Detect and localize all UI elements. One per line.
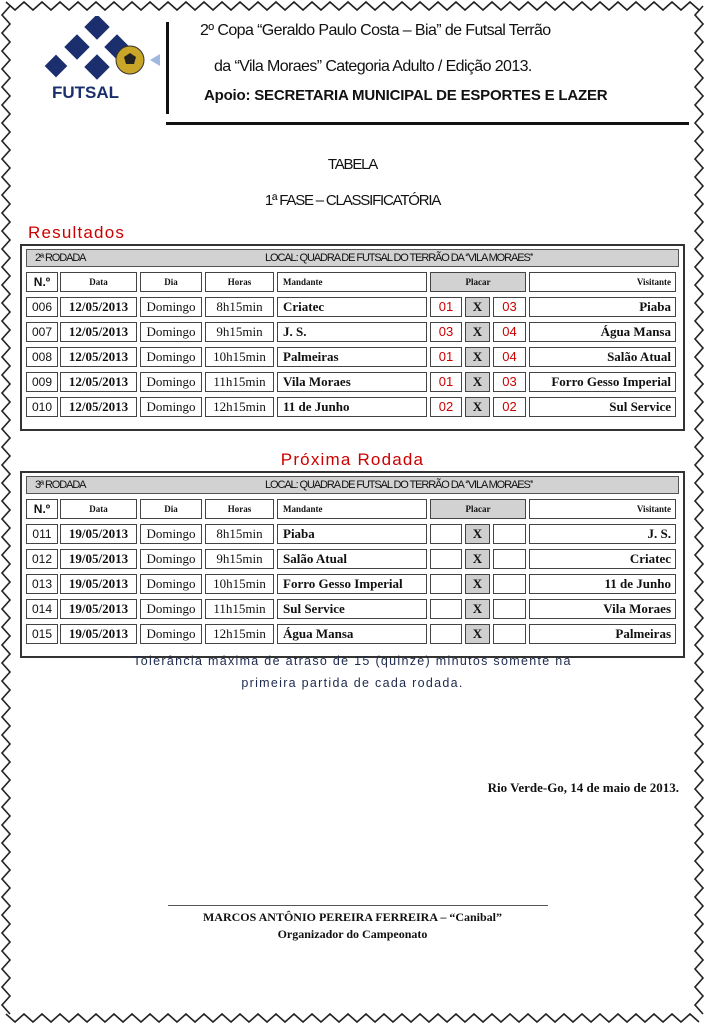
header-title-line2: da “Vila Moraes” Categoria Adulto / Edição 2013. — [214, 58, 532, 75]
match-date: 12/05/2013 — [60, 347, 137, 367]
score-separator: X — [465, 297, 490, 317]
col-header-visitante: Visitante — [529, 499, 676, 519]
home-score: 01 — [430, 372, 462, 392]
match-number: 012 — [26, 549, 58, 569]
tabela-title: TABELA — [327, 156, 378, 173]
col-header-data: Data — [60, 499, 137, 519]
match-date: 19/05/2013 — [60, 624, 137, 644]
venue-label: LOCAL: QUADRA DE FUTSAL DO TERRÃO DA ‘’VILA MORAES’’ — [265, 479, 533, 491]
away-score: 03 — [493, 372, 526, 392]
score-separator: X — [465, 574, 490, 594]
home-score — [430, 574, 462, 594]
away-team: Salão Atual — [529, 347, 676, 367]
home-team: Piaba — [277, 524, 427, 544]
match-date: 19/05/2013 — [60, 524, 137, 544]
away-team: Piaba — [529, 297, 676, 317]
match-number: 011 — [26, 524, 58, 544]
match-date: 12/05/2013 — [60, 297, 137, 317]
col-header-placar: Placar — [430, 272, 526, 292]
match-number: 006 — [26, 297, 58, 317]
proxima-rodada-table — [20, 471, 685, 658]
away-score — [493, 549, 526, 569]
match-weekday: Domingo — [140, 599, 202, 619]
match-date: 12/05/2013 — [60, 397, 137, 417]
col-header-visitante: Visitante — [529, 272, 676, 292]
match-time: 8h15min — [205, 297, 274, 317]
score-separator: X — [465, 624, 490, 644]
proxima-rodada-title: Próxima Rodada — [280, 450, 425, 469]
home-score: 03 — [430, 322, 462, 342]
header-support-line: Apoio: SECRETARIA MUNICIPAL DE ESPORTES E LAZER — [204, 87, 608, 104]
match-date: 12/05/2013 — [60, 372, 137, 392]
score-separator: X — [465, 524, 490, 544]
match-time: 10h15min — [205, 347, 274, 367]
home-team: Salão Atual — [277, 549, 427, 569]
match-time: 12h15min — [205, 624, 274, 644]
col-header-n: N.º — [26, 499, 58, 519]
home-score: 01 — [430, 347, 462, 367]
col-header-data: Data — [60, 272, 137, 292]
away-score: 04 — [493, 347, 526, 367]
date-place: Rio Verde-Go, 14 de maio de 2013. — [487, 780, 679, 795]
away-score — [493, 524, 526, 544]
match-number: 010 — [26, 397, 58, 417]
home-score — [430, 599, 462, 619]
round-bar — [26, 476, 679, 494]
col-header-horas: Horas — [205, 272, 274, 292]
home-team: Forro Gesso Imperial — [277, 574, 427, 594]
match-number: 015 — [26, 624, 58, 644]
away-score: 04 — [493, 322, 526, 342]
away-score — [493, 624, 526, 644]
col-header-dia: Dia — [140, 272, 202, 292]
col-header-horas: Horas — [205, 499, 274, 519]
tolerance-note-line1: Tolerância máxima de atraso de 15 (quinze) minutos somente na — [133, 654, 572, 668]
signature-name: MARCOS ANTÔNIO PEREIRA FERREIRA – “Canibal” — [202, 910, 503, 924]
match-number: 008 — [26, 347, 58, 367]
match-weekday: Domingo — [140, 624, 202, 644]
match-time: 9h15min — [205, 549, 274, 569]
home-team: Água Mansa — [277, 624, 427, 644]
home-score: 02 — [430, 397, 462, 417]
home-team: J. S. — [277, 322, 427, 342]
away-score — [493, 574, 526, 594]
match-weekday: Domingo — [140, 322, 202, 342]
match-weekday: Domingo — [140, 574, 202, 594]
round-bar — [26, 249, 679, 267]
score-separator: X — [465, 549, 490, 569]
home-team: Sul Service — [277, 599, 427, 619]
away-team: Forro Gesso Imperial — [529, 372, 676, 392]
venue-label: LOCAL: QUADRA DE FUTSAL DO TERRÃO DA ‘’VILA MORAES’’ — [265, 252, 533, 264]
tolerance-note-line2: primeira partida de cada rodada. — [241, 676, 464, 690]
home-score: 01 — [430, 297, 462, 317]
match-time: 10h15min — [205, 574, 274, 594]
match-number: 009 — [26, 372, 58, 392]
match-time: 9h15min — [205, 322, 274, 342]
home-score — [430, 549, 462, 569]
futsal-logo-icon — [42, 16, 162, 102]
match-time: 11h15min — [205, 599, 274, 619]
match-weekday: Domingo — [140, 397, 202, 417]
match-date: 19/05/2013 — [60, 549, 137, 569]
round-label: 2ª RODADA — [35, 252, 86, 264]
score-separator: X — [465, 372, 490, 392]
col-header-mandante: Mandante — [277, 272, 427, 292]
match-weekday: Domingo — [140, 372, 202, 392]
match-weekday: Domingo — [140, 524, 202, 544]
header-divider-vertical — [166, 22, 169, 114]
home-score — [430, 524, 462, 544]
away-score: 02 — [493, 397, 526, 417]
match-weekday: Domingo — [140, 297, 202, 317]
signature-role: Organizador do Campeonato — [277, 927, 428, 941]
fase-title: 1ª FASE – CLASSIFICATÓRIA — [264, 192, 441, 209]
home-team: Criatec — [277, 297, 427, 317]
away-team: Criatec — [529, 549, 676, 569]
page — [18, 16, 687, 1008]
match-time: 11h15min — [205, 372, 274, 392]
match-weekday: Domingo — [140, 347, 202, 367]
match-date: 12/05/2013 — [60, 322, 137, 342]
resultados-title: Resultados — [28, 223, 126, 242]
away-team: Sul Service — [529, 397, 676, 417]
col-header-dia: Dia — [140, 499, 202, 519]
match-date: 19/05/2013 — [60, 599, 137, 619]
score-separator: X — [465, 397, 490, 417]
home-score — [430, 624, 462, 644]
futsal-logo — [42, 16, 162, 102]
col-header-placar: Placar — [430, 499, 526, 519]
match-weekday: Domingo — [140, 549, 202, 569]
match-date: 19/05/2013 — [60, 574, 137, 594]
away-team: Palmeiras — [529, 624, 676, 644]
home-team: Palmeiras — [277, 347, 427, 367]
match-number: 007 — [26, 322, 58, 342]
match-number: 014 — [26, 599, 58, 619]
header-title-line1: 2º Copa “Geraldo Paulo Costa – Bia” de Futsal Terrão — [200, 22, 551, 39]
col-header-mandante: Mandante — [277, 499, 427, 519]
signature-line — [168, 905, 548, 906]
score-separator: X — [465, 599, 490, 619]
away-team: Vila Moraes — [529, 599, 676, 619]
logo-text: FUTSAL — [52, 83, 120, 102]
home-team: Vila Moraes — [277, 372, 427, 392]
away-team: Água Mansa — [529, 322, 676, 342]
match-time: 8h15min — [205, 524, 274, 544]
col-header-n: N.º — [26, 272, 58, 292]
away-team: 11 de Junho — [529, 574, 676, 594]
away-score — [493, 599, 526, 619]
away-score: 03 — [493, 297, 526, 317]
resultados-table — [20, 244, 685, 431]
match-number: 013 — [26, 574, 58, 594]
header-divider-horizontal — [166, 122, 689, 125]
home-team: 11 de Junho — [277, 397, 427, 417]
round-label: 3ª RODADA — [35, 479, 86, 491]
away-team: J. S. — [529, 524, 676, 544]
score-separator: X — [465, 347, 490, 367]
match-time: 12h15min — [205, 397, 274, 417]
score-separator: X — [465, 322, 490, 342]
